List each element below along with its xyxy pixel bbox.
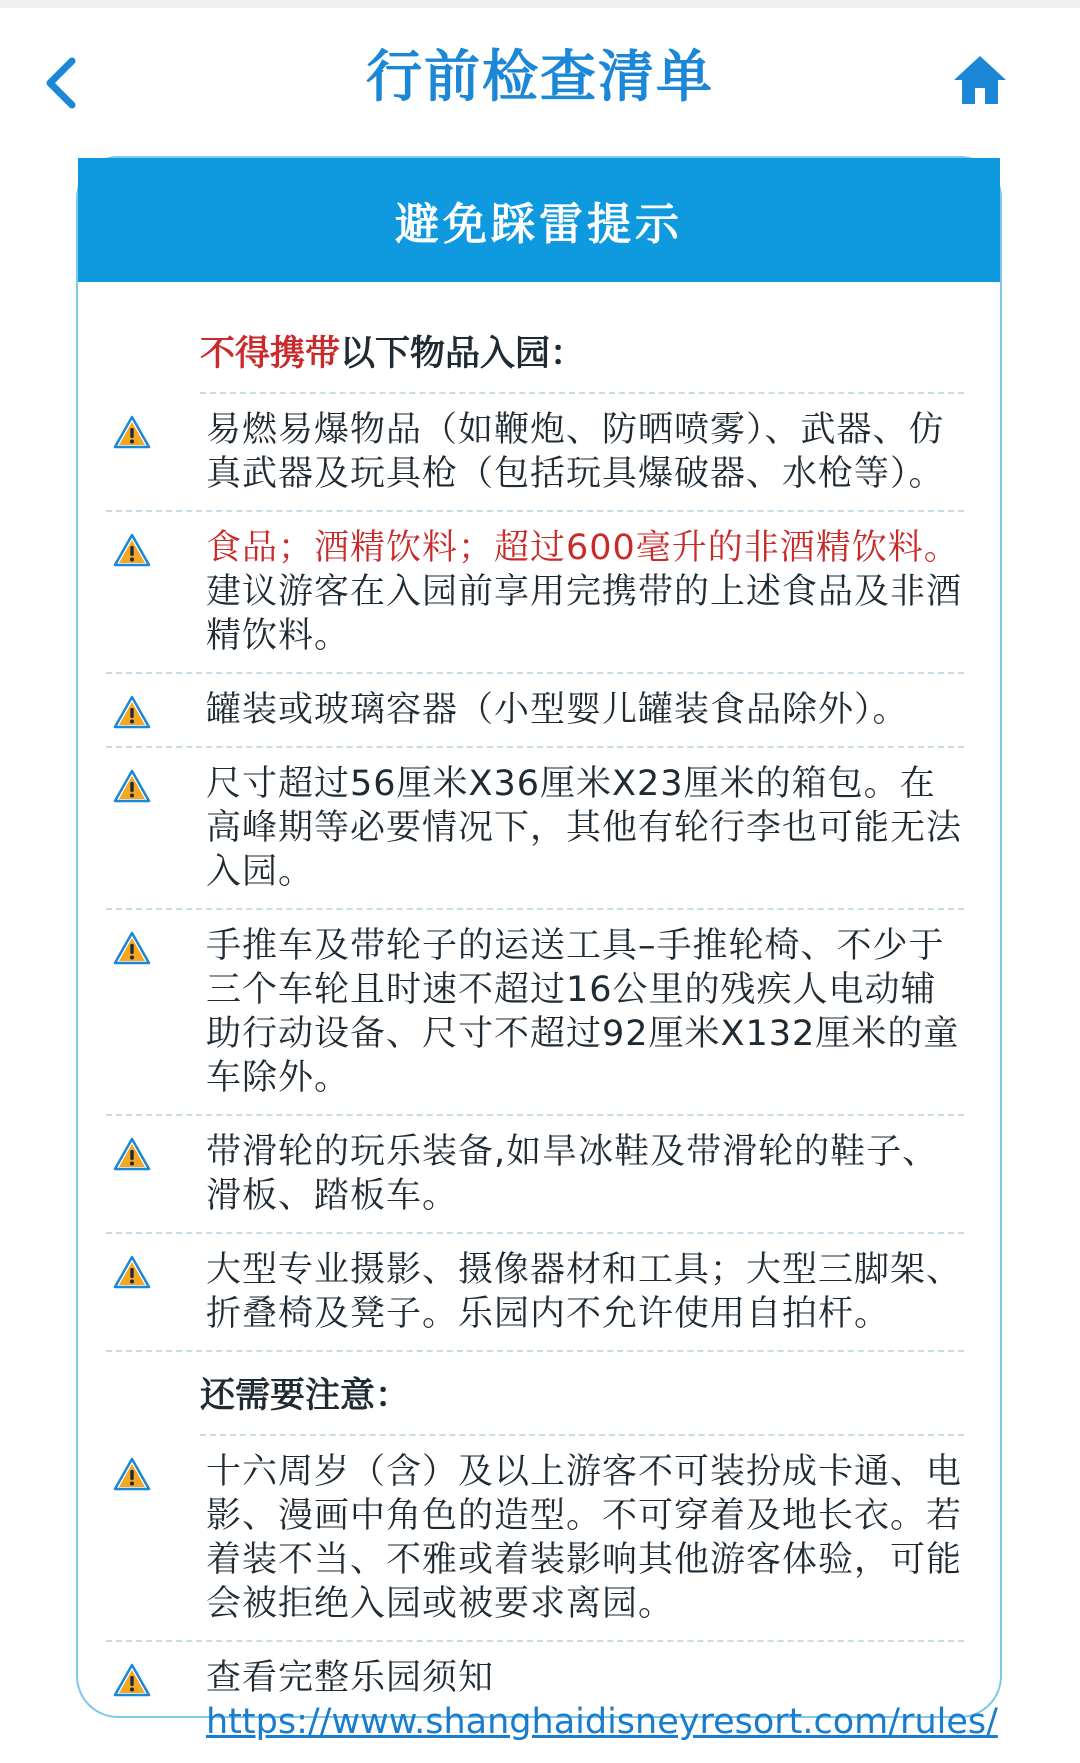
item-body-text: 查看完整乐园须知 (206, 1658, 495, 1698)
warning-icon-wrap (106, 1656, 206, 1698)
item-body-text: 手推车及带轮子的运送工具–手推轮椅、不少于三个车轮且时速不超过16公里的残疾人电动辅助行动设备、尺寸不超过92厘米X132厘米的童车除外。 (206, 926, 960, 1098)
tips-card (76, 156, 1002, 1742)
notes-list (106, 1436, 998, 1758)
warning-icon (112, 930, 152, 966)
warning-icon (112, 1136, 152, 1172)
item-body-text: 大型专业摄影、摄像器材和工具；大型三脚架、折叠椅及凳子。乐园内不允许使用自拍杆。 (206, 1250, 963, 1334)
warning-icon (112, 532, 152, 568)
home-button[interactable] (950, 50, 1010, 110)
list-item (106, 1436, 964, 1642)
list-item (106, 910, 964, 1116)
list-item (106, 674, 964, 748)
warning-icon-wrap (106, 1130, 206, 1172)
item-body-text: 建议游客在入园前享用完携带的上述食品及非酒精饮料。 (206, 572, 963, 656)
list-item (106, 748, 964, 910)
prohibited-label-rest: 以下物品入园： (340, 334, 586, 374)
notes-section-title: 还需要注意： (200, 1352, 964, 1436)
rules-link[interactable]: https://www.shanghaidisneyresort.com/rules/ (206, 1702, 998, 1742)
item-text (206, 1656, 998, 1744)
item-text (206, 408, 964, 496)
list-item (106, 1116, 964, 1234)
warning-icon-wrap (106, 1450, 206, 1492)
item-body-text: 罐装或玻璃容器（小型婴儿罐装食品除外）。 (206, 690, 909, 730)
warning-icon (112, 1662, 152, 1698)
item-text (206, 1248, 964, 1336)
card-body (78, 282, 1000, 1758)
list-item (106, 1234, 964, 1352)
warning-icon (112, 414, 152, 450)
top-nav-bar (0, 8, 1080, 138)
warning-icon-wrap (106, 688, 206, 730)
item-text (206, 762, 964, 894)
card-heading: 避免踩雷提示 (395, 199, 683, 250)
item-text (206, 526, 964, 658)
item-body-text: 易燃易爆物品（如鞭炮、防晒喷雾）、武器、仿真武器及玩具枪（包括玩具爆破器、水枪等）。 (206, 410, 945, 494)
item-text (206, 924, 964, 1100)
list-item (106, 394, 964, 512)
status-strip (0, 0, 1080, 8)
prohibited-red-label: 不得携带 (200, 334, 341, 374)
warning-icon-wrap (106, 1248, 206, 1290)
back-button[interactable] (40, 53, 84, 113)
list-item (106, 512, 964, 674)
warning-icon (112, 768, 152, 804)
warning-icon-wrap (106, 408, 206, 450)
item-red-text: 食品；酒精饮料；超过600毫升的非酒精饮料。 (206, 528, 960, 568)
item-body-text: 带滑轮的玩乐装备,如旱冰鞋及带滑轮的鞋子、滑板、踏板车。 (206, 1132, 939, 1216)
warning-icon (112, 1456, 152, 1492)
warning-icon (112, 694, 152, 730)
warning-icon-wrap (106, 924, 206, 966)
warning-icon-wrap (106, 762, 206, 804)
prohibited-list (106, 394, 964, 1352)
warning-icon-wrap (106, 526, 206, 568)
page-title: 行前检查清单 (366, 45, 714, 110)
item-body-text: 尺寸超过56厘米X36厘米X23厘米的箱包。在高峰期等必要情况下，其他有轮行李也可能无法入园。 (206, 764, 963, 892)
warning-icon (112, 1254, 152, 1290)
item-text (206, 688, 964, 732)
item-text (206, 1450, 964, 1626)
home-icon (950, 50, 1010, 110)
list-item (106, 1642, 998, 1758)
item-text (206, 1130, 964, 1218)
item-body-text: 十六周岁（含）及以上游客不可装扮成卡通、电影、漫画中角色的造型。不可穿着及地长衣。若着装不当、不雅或着装影响其他游客体验，可能会被拒绝入园或被要求离园。 (206, 1452, 963, 1624)
card-header (78, 158, 1000, 282)
chevron-left-icon (40, 53, 84, 113)
prohibited-section-title (200, 326, 964, 394)
